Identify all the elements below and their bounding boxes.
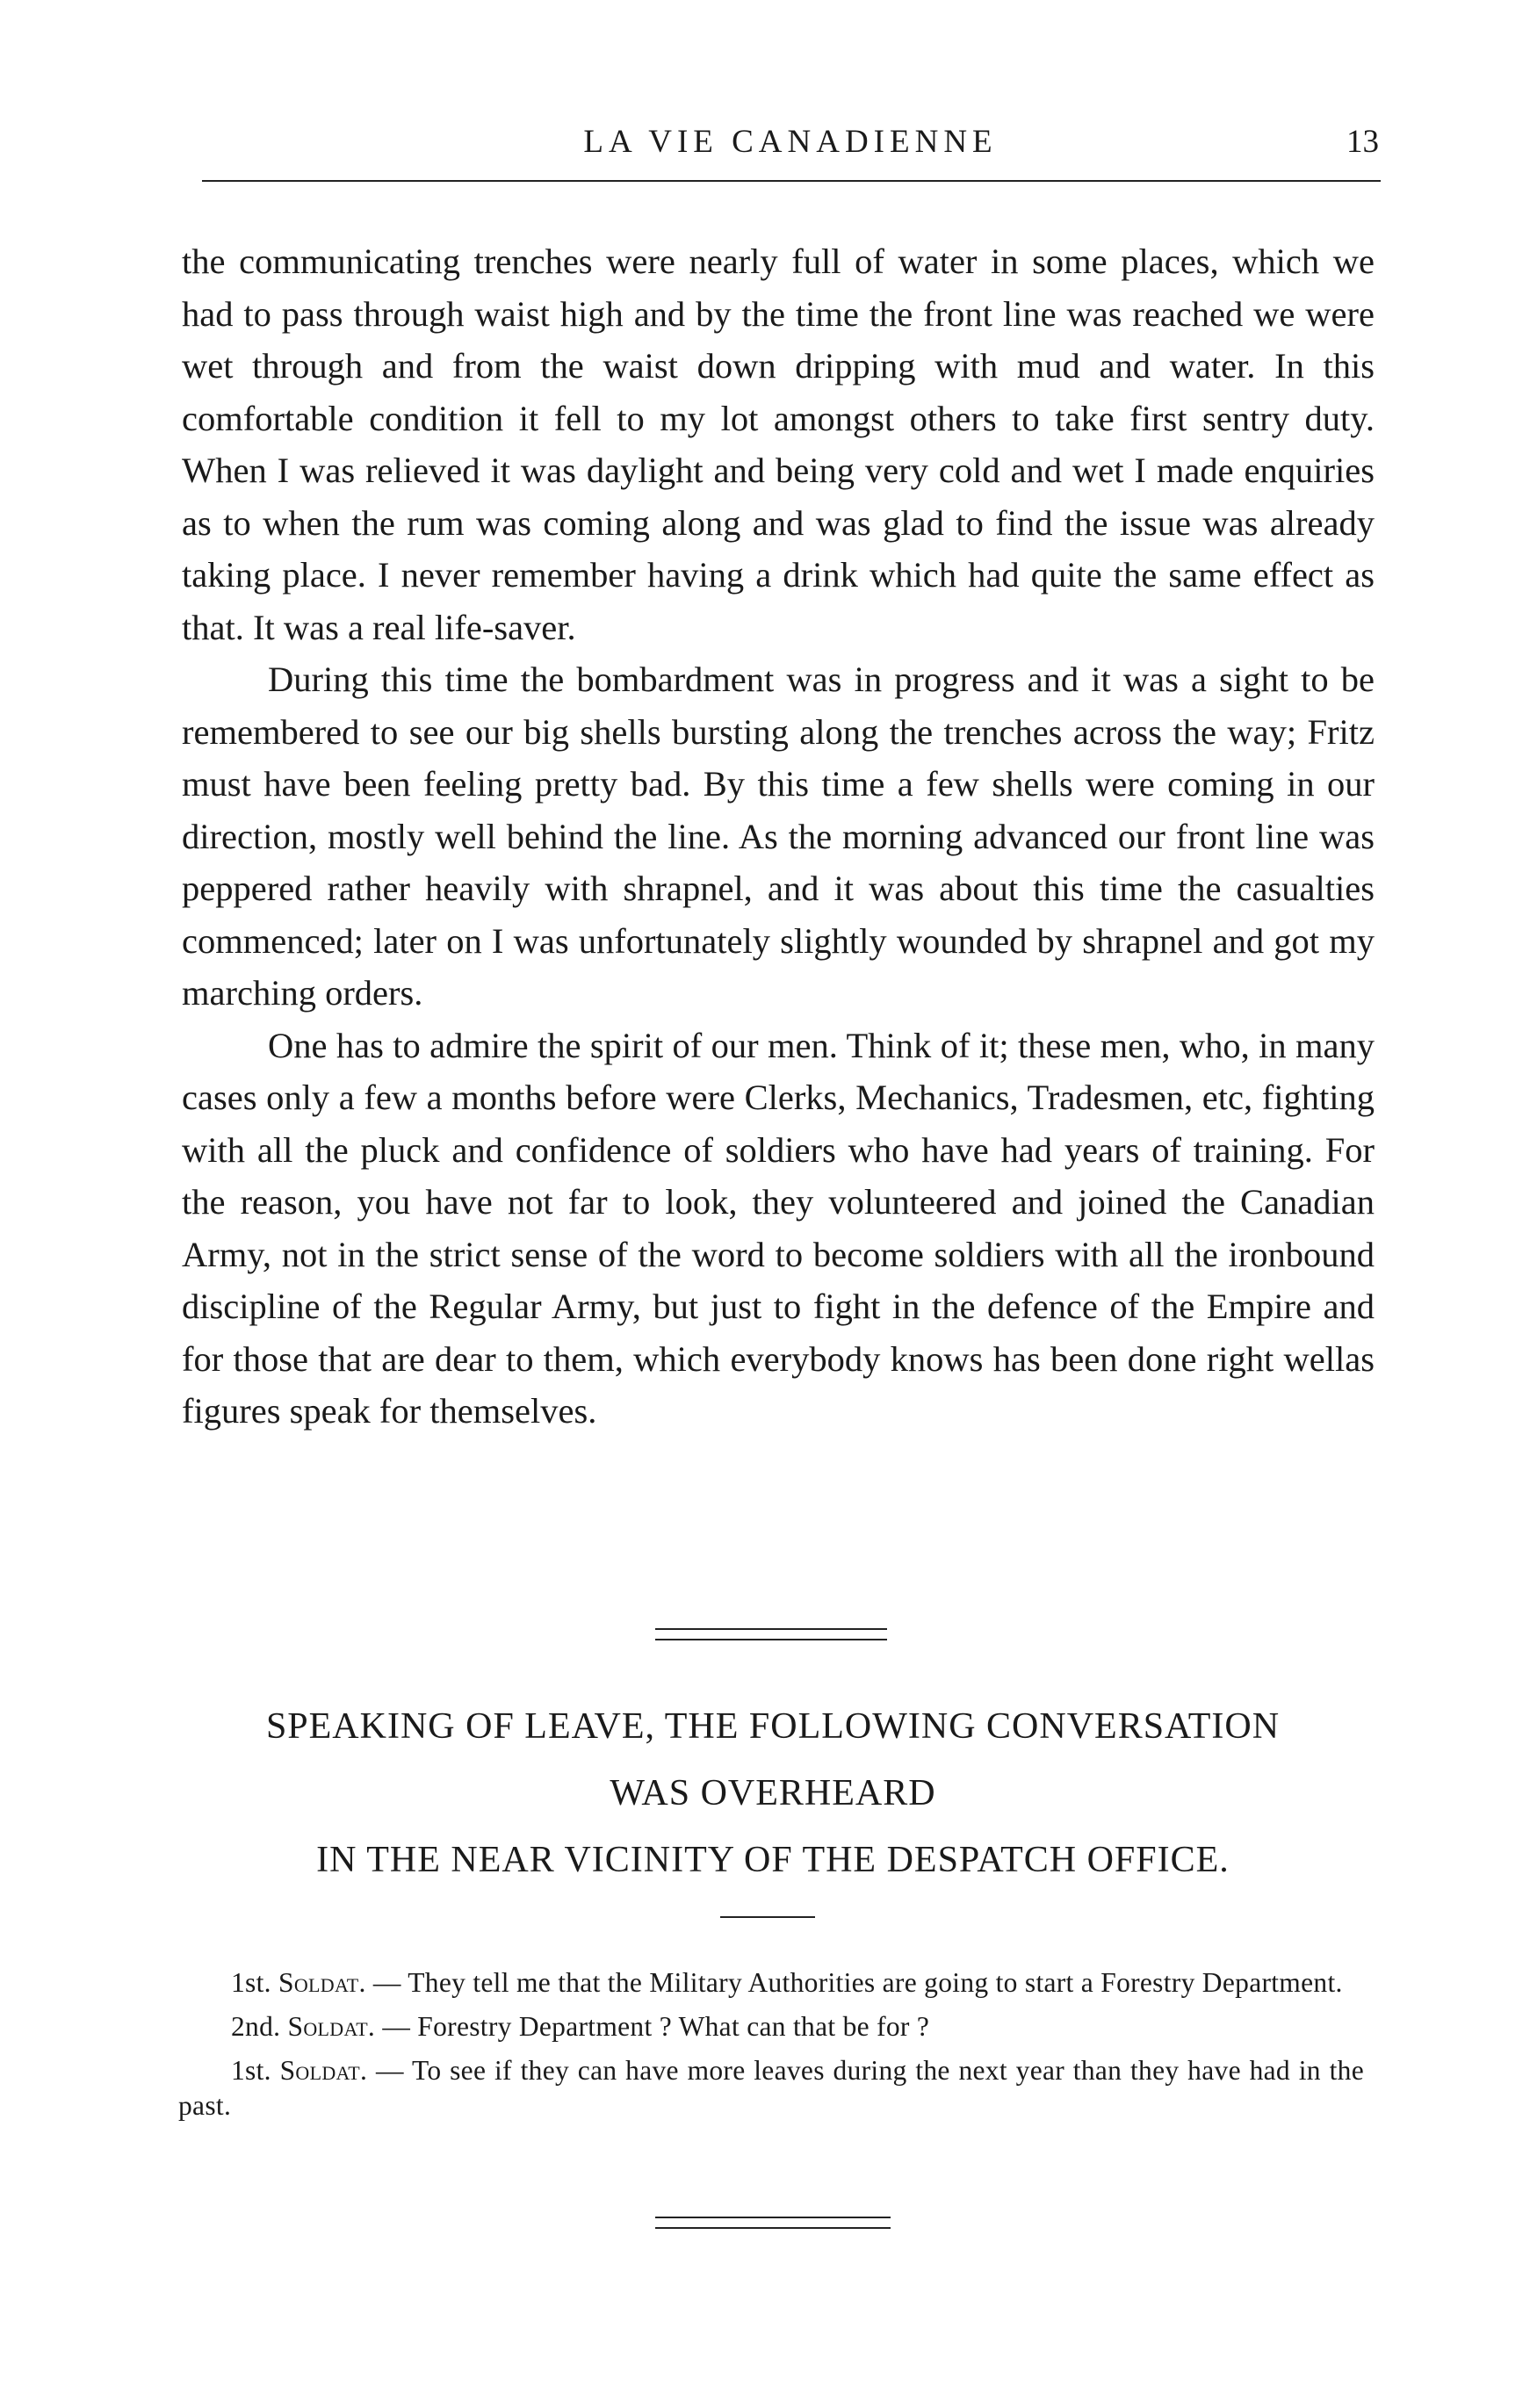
dialogue-text: — To see if they can have more leaves during the next year than they have had in the past. xyxy=(178,2055,1364,2121)
dialogue xyxy=(178,1965,1364,2132)
running-title: LA VIE CANADIENNE xyxy=(583,124,998,160)
body-paragraph: the communicating trenches were nearly full of water in some places, which we had to pass through waist high and by the time the front line was reached we were wet through and from the waist down dripping with mud and water. In this comfortable condition it fell to my lot amongst others to take first sentry duty. When I was relieved it was daylight and being very cold and wet I made enquiries as to when the rum was coming along and was glad to find the issue was already taking place. I never remember having a drink which had quite the same effect as that. It was a real life-saver. xyxy=(182,242,1375,647)
speaker-ordinal: 2nd. xyxy=(231,2011,281,2042)
speaker-name: Soldat. xyxy=(278,1967,366,1998)
dialogue-line xyxy=(178,2009,1364,2044)
running-header xyxy=(202,123,1379,167)
section-heading-line: IN THE NEAR VICINITY OF THE DESPATCH OFFICE. xyxy=(316,1840,1230,1880)
dialogue-line xyxy=(178,1965,1364,2001)
body-paragraph: One has to admire the spirit of our men. Think of it; these men, who, in many cases only a few a months before were Clerks, Mechanics, Tradesmen, etc, fighting with all the pluck and confidence of soldiers who have had years of training. For the reason, you have not far to look, they volunteered and joined the Canadian Army, not in the strict sense of the word to become soldiers with all the ironbound discipline of the Regular Army, but just to fight in the defence of the Empire and for those that are dear to them, which everybody knows has been done right wellas figures speak for themselves. xyxy=(182,1025,1375,1431)
dialogue-text: — Forestry Department ? What can that be for ? xyxy=(382,2011,930,2042)
section-heading-line: WAS OVERHEARD xyxy=(610,1773,936,1813)
heading-rule xyxy=(720,1916,815,1918)
speaker-ordinal: 1st. xyxy=(231,2055,271,2086)
speaker-name: Soldat. xyxy=(287,2011,376,2042)
body-paragraph: During this time the bombardment was in progress and it was a sight to be remembered to see our big shells bursting along the trenches across the way; Fritz must have been feeling pretty bad. By this time a few shells were coming in our direction, mostly well behind the line. As the morning advanced our front line was peppered rather heavily with shrapnel, and it was about this time the casualties commenced; later on I was unfortunately slightly wounded by shrapnel and got my marching orders. xyxy=(182,660,1375,1013)
section-heading-line: SPEAKING OF LEAVE, THE FOLLOWING CONVERSATION xyxy=(265,1706,1281,1747)
speaker-name: Soldat. xyxy=(279,2055,368,2086)
section-divider xyxy=(655,1628,887,1640)
dialogue-text: — They tell me that the Military Authorities are going to start a Forestry Department. xyxy=(372,1967,1343,1998)
end-divider xyxy=(655,2217,891,2229)
dialogue-line xyxy=(178,2053,1364,2123)
speaker-ordinal: 1st. xyxy=(231,1967,271,1998)
article-body xyxy=(182,235,1375,1438)
page-number: 13 xyxy=(1346,124,1379,160)
header-rule xyxy=(202,180,1381,182)
